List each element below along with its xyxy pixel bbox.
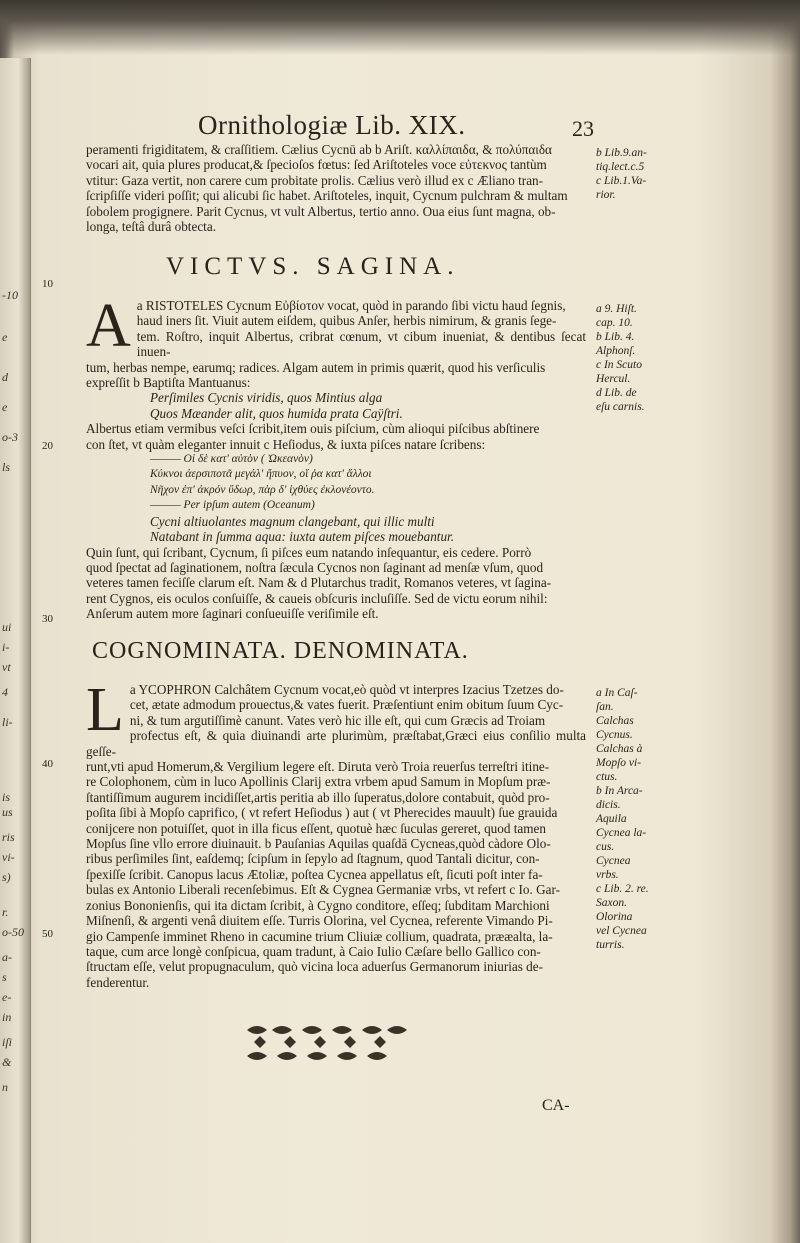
text-line: ſtructam eſſe, velut propugnaculum, quò vicina loca aduerſus Germanorum iniurias de- (86, 959, 544, 975)
marginal-note: c In Scuto (596, 359, 642, 371)
text-line: con ſtet, vt quàm eleganter innuit c Heſiodus, & iuxta piſces natare ſcribens: (86, 436, 486, 452)
marginal-note: ctus. (596, 771, 618, 783)
marginal-note: vrbs. (596, 869, 619, 881)
left-margin-fragment: e (2, 330, 8, 344)
text-line: a RISTOTELES Cycnum Εὐβίοτον vocat, quòd in parando ſibi victu haud ſegnis, (136, 298, 566, 313)
marginal-note: c Lib.1.Va- (596, 175, 647, 187)
left-margin-fragment: o-50 (2, 925, 24, 939)
left-margin-fragment: 4 (2, 685, 8, 699)
marginal-note: dicis. (596, 799, 621, 811)
text-line: profectus eſt, & quia diuinandi arte plurimùm, præſtabat,Græci eius conſilio multa geſſe- (86, 728, 586, 759)
text-line: runt,vti apud Homerum,& Vergilium legere eſt. Diruta verò Troia reuerſus terreſtri itine- (86, 759, 550, 775)
left-margin-fragment: -10 (2, 288, 18, 302)
left-margin-fragment: a- (2, 950, 12, 964)
verse-line: Cycni altiuolantes magnum clangebant, qui illic multi (150, 513, 435, 529)
text-line: ſtantiſſimum augurem incidiſſet,artis peritia ab illo ſuperatus,dolore contabuit, quòd pro- (86, 789, 550, 805)
left-margin-fragment: ui (2, 620, 12, 634)
left-margin-fragment: d (2, 370, 8, 384)
marginal-note: ſan. (596, 701, 614, 713)
text-line: longa, teſtâ durâ obtecta. (86, 219, 216, 235)
book-top-shadow (0, 0, 800, 55)
marginal-note: b Lib.9.an- (596, 147, 647, 159)
left-margin-fragment: n (2, 1080, 8, 1094)
marginal-note: tiq.lect.c.5 (596, 161, 645, 173)
marginal-note: cus. (596, 841, 615, 853)
text-line: Quin ſunt, qui ſcribant, Cycnum, ſi piſces eum natando inſequantur, eis cedere. Porrò (86, 544, 532, 560)
intro-paragraph (86, 142, 586, 234)
page-number: 23 (572, 116, 594, 141)
marginal-note: Calchas à (596, 743, 643, 755)
left-margin-fragment: iſi (2, 1035, 13, 1049)
text-line: vtitur: Gaza vertit, non carere cum probitate prolis. Cælius verò illud ex c Æliano tran- (86, 172, 544, 188)
line-number-20: 20 (42, 440, 53, 452)
left-margin-fragment: us (2, 805, 13, 819)
marginal-note: Saxon. (596, 897, 627, 909)
left-margin-fragment: in (2, 1010, 12, 1024)
greek-verse-line: ——— Οἱ δὲ κατ' αὐτὸν ( Ὠκεανὸν) (150, 453, 313, 466)
text-line: Miſnenſi, & argenti venâ diuitem eſſe. Turris Olorina, vel Cycnea, referente Vimando Pi- (86, 913, 553, 929)
section-heading-cognominata: COGNOMINATA. DENOMINATA. (92, 638, 469, 664)
marginal-note: Aquila (596, 813, 627, 825)
left-margin-fragment: s (2, 970, 7, 984)
book-page (32, 50, 792, 1243)
text-line: poſita ſibi à Mopſo caprifico, ( vt refert Heſiodus ) aut ( vt Pherecides mauult) ſue grauida (86, 805, 558, 821)
text-line: tem. Roſtro, inquit Albertus, cribrat cœnum, vt cibum inueniat, & dentibus ſecat inuen- (136, 328, 586, 360)
verse-line: Perſimiles Cycnis viridis, quos Mintius alga (150, 390, 383, 406)
marginal-note: c Lib. 2. re. (596, 883, 649, 895)
text-line: tum, herbas nempe, earumq; radices. Algam autem in primis quærit, quod his verſiculis (86, 359, 546, 375)
left-margin-fragment: ris (2, 830, 15, 844)
victus-section (86, 292, 586, 622)
text-line: peramenti frigiditatem, & craſſitiem. Cælius Cycnū ab b Ariſt. καλλίπαιδα, & πολύπαιδα (86, 142, 552, 157)
left-margin-fragment: r. (2, 905, 9, 919)
verse-line: Natabant in ſumma aqua: iuxta autem piſces mouebantur. (150, 529, 455, 545)
marginal-note: Calchas (596, 715, 634, 727)
marginal-note: b Lib. 4. (596, 331, 635, 343)
text-line: cet, ætate admodum prouectus,& vates fuerit. Præſentiunt enim obitum ſuum Cyc- (129, 697, 564, 713)
text-line: re Colophonem, cùm in luco Apollinis Clarij extra vrbem apud Samum in Mopſum præ- (86, 774, 551, 790)
text-line: gio Campenſe imminet Rheno in cacumine trium Cliuiæ collium, quadrata, prææalta, la- (86, 928, 553, 944)
victus-marginal-notes (596, 302, 676, 414)
text-line: ribus perſimiles ſint, eaſdemq; ſcipſum in ſepylo ad ſtagnum, quod Tantali dicitur, con- (86, 851, 540, 867)
text-line: ſpexiſſe ſcribit. Canopus lacus Ætoliæ, poſtea Cycnea appellatus eſt, ſicuti poſt inter fa- (86, 866, 543, 882)
marginal-note: Cycnea la- (596, 827, 647, 839)
marginal-note: a 9. Hiſt. (596, 303, 637, 315)
marginal-note: b In Arca- (596, 785, 643, 797)
text-line: a YCOPHRON Calchâtem Cycnum vocat,eò quòd vt interpres Izacius Tzetzes do- (129, 682, 564, 697)
marginal-note: vel Cycnea (596, 925, 647, 937)
cognominata-section (86, 676, 586, 990)
text-line: conijcere non potuiſſet, quot in illa ficus eſſent, quotuè hæc ſuculas gereret, quod tamen (86, 820, 546, 836)
verse-line: Quos Mæander alit, quos humida prata Caÿſtri. (150, 405, 403, 421)
catchword: CA- (542, 1097, 570, 1114)
text-line: Albertus etiam vermibus veſci ſcribit,item ouis piſcium, cùm alioqui piſcibus abſtinere (86, 421, 540, 437)
marginal-note: turris. (596, 939, 625, 951)
marginal-note: a In Caſ- (596, 687, 638, 699)
left-margin-fragment: e- (2, 990, 12, 1004)
left-margin-fragment: vi- (2, 850, 15, 864)
marginal-note: cap. 10. (596, 317, 633, 329)
left-margin-fragment: & (2, 1055, 12, 1069)
text-line: haud iners ſit. Viuit autem eiſdem, quibus Anſer, herbis nimirum, & granis ſege- (136, 313, 557, 329)
decorative-ornament (242, 1020, 412, 1070)
text-line: bulas ex Antonio Liberali recenſebimus. Eſt & Cygnea Germaniæ vrbs, vt refert c Io. Gar- (86, 882, 560, 898)
text-line: rent Cygnos, eis oculos conſuiſſe, & caueis obſcuris incluſiſſe. Sed de victu eorum nihil: (86, 590, 548, 606)
marginal-note: eſu carnis. (596, 401, 645, 413)
marginal-note: Olorina (596, 911, 633, 923)
left-margin-fragment: i- (2, 640, 10, 654)
intro-marginal-notes (596, 146, 676, 202)
marginal-note: Cycnus. (596, 729, 633, 741)
left-margin-fragment: is (2, 790, 11, 804)
text-line: quod ſpectat ad ſaginationem, noſtra ſæcula Cycnos non ſaginant ad menſæ vſum, quod (86, 559, 544, 575)
text-line: ſcripſiſſe videri poſſit; qui alicubi ſic habet. Ariſtoteles, inquit, Cycnum pulchram & multam (86, 188, 568, 204)
left-margin-fragment: li- (2, 715, 13, 729)
text-line: vocari ait, quia plures producat,& ſpecioſos fœtus: ſed Ariſtoteles voce εὐτεκνος tantùm (86, 157, 547, 173)
marginal-note: d Lib. de (596, 387, 637, 399)
left-margin-fragment: e (2, 400, 8, 414)
marginal-note: Hercul. (596, 373, 631, 385)
text-line: ni, & tum argutiſſimè canunt. Vates verò hic ille eſt, qui cum Græcis ad Troiam (129, 712, 546, 728)
text-line: veteres tamen feciſſe clarum eſt. Nam & d Plutarchus tradit, Romanos veteres, vt ſagina- (86, 575, 552, 591)
cognominata-marginal-notes (596, 686, 676, 952)
dropcap-l: L (86, 676, 124, 744)
left-margin-fragment: ls (2, 460, 11, 474)
line-number-50: 50 (42, 928, 53, 940)
greek-verse-line: Κύκνοι ἀερσιποτᾶ μεγάλ' ἤπυον, οἵ ῥα κατ' ἄλλοι (150, 468, 372, 481)
text-line: Mopſus ſine vllo errore diuinauit. b Pauſanias Aquilas quaſdā Cycneas,quòd càdore Olo- (86, 836, 551, 852)
greek-verse-line: Νῆχον ἐπ' ἀκρόν ὕδωρ, πὰρ δ' ἰχθύες ἐκλονέοντο. (150, 483, 375, 496)
left-margin-fragment: vt (2, 660, 11, 674)
marginal-note: Mopſo vi- (596, 757, 642, 769)
section-heading-victus: VICTVS. SAGINA. (166, 253, 460, 280)
line-number-40: 40 (42, 758, 53, 770)
marginal-note: Alphonſ. (596, 345, 636, 357)
text-line: zonius Bononienſis, qui ita dictam ſcribit, à Cygno conditore, eſſeq; ſubditam Marchioni (86, 897, 550, 913)
line-number-30: 30 (42, 613, 53, 625)
marginal-note: rior. (596, 189, 616, 201)
left-margin-fragment: s) (2, 870, 11, 884)
text-line: ſobolem progignere. Parit Cycnus, vt vult Albertus, tertio anno. Oua eius ſunt magna, ob- (86, 203, 556, 219)
text-line: fenderentur. (86, 974, 150, 990)
text-line: Anſerum autem more ſaginari conſueuiſſe veriſimile eſt. (86, 606, 379, 622)
left-margin-fragment: o-3 (2, 430, 18, 444)
greek-verse-line: ——— Per ipſum autem (Oceanum) (150, 499, 315, 512)
running-title: Ornithologiæ Lib. XIX. (198, 110, 466, 140)
dropcap-a: A (86, 292, 131, 360)
line-number-10: 10 (42, 278, 53, 290)
text-line: expreſſit b Baptiſta Mantuanus: (86, 375, 251, 391)
marginal-note: Cycnea (596, 855, 631, 867)
text-line: taque, cum arce longè conſpicua, quam tradunt, à Caio Iulio Cæſare bello Gallico con- (86, 943, 541, 959)
